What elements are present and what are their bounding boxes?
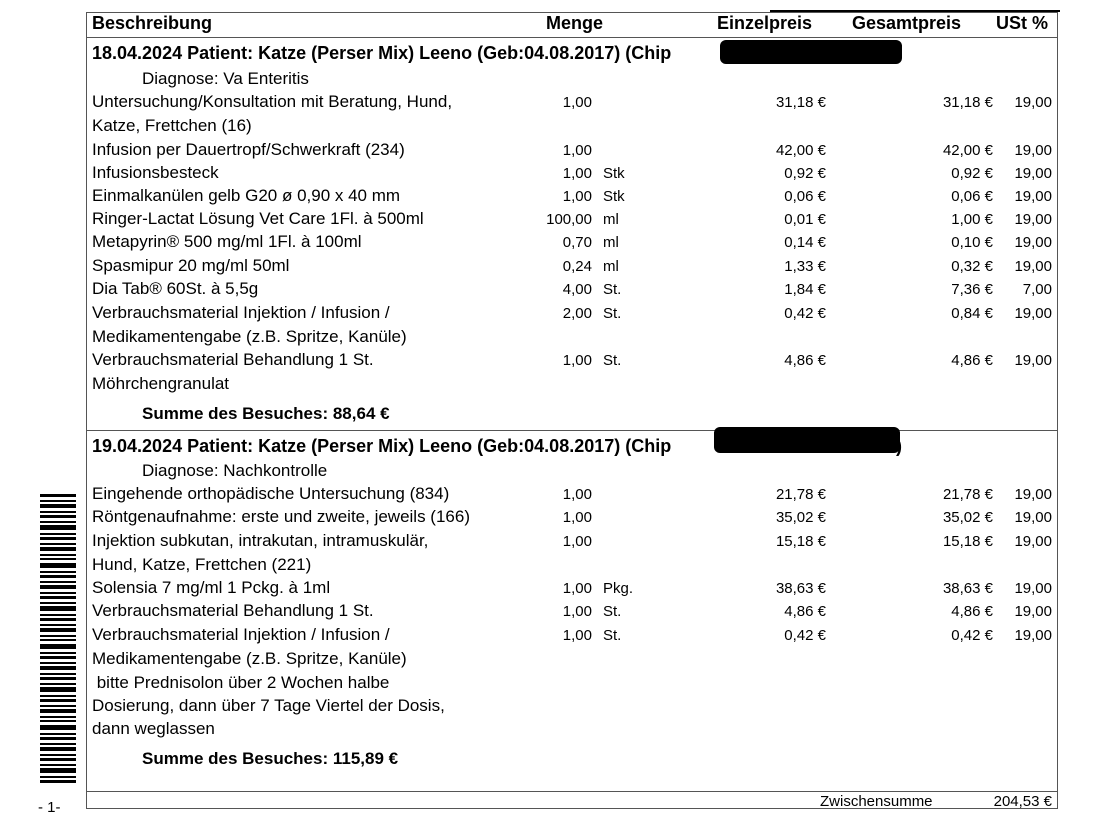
visit-title: 19.04.2024 Patient: Katze (Perser Mix) Leeno (Geb:04.08.2017) (Chip [92, 436, 672, 456]
item-unit-price: 1,33 € [784, 258, 826, 275]
item-quantity: 100,00 [546, 211, 592, 228]
item-description: Solensia 7 mg/ml 1 Pckg. à 1ml [92, 578, 331, 597]
item-quantity: 2,00 [562, 305, 592, 322]
header-unit-price: Einzelpreis [717, 13, 813, 33]
item-vat: 19,00 [1014, 188, 1052, 205]
item-description: Untersuchung/Konsultation mit Beratung, Hund, [92, 92, 453, 111]
item-unit-price: 4,86 € [784, 603, 826, 620]
item-quantity: 1,00 [562, 580, 592, 597]
item-quantity: 1,00 [562, 142, 592, 159]
item-unit: ml [603, 234, 619, 251]
item-quantity: 1,00 [562, 533, 592, 550]
item-total-price: 38,63 € [942, 580, 993, 597]
item-vat: 19,00 [1014, 352, 1052, 369]
item-total-price: 0,10 € [951, 234, 993, 251]
item-quantity: 0,24 [562, 258, 592, 275]
page-number: - 1- [38, 799, 61, 816]
item-unit-price: 0,92 € [784, 165, 826, 182]
item-total-price: 7,36 € [951, 281, 993, 298]
item-total-price: 0,06 € [951, 188, 993, 205]
item-quantity: 1,00 [562, 188, 592, 205]
treatment-note: Dosierung, dann über 7 Tage Viertel der Dosis, [92, 696, 445, 715]
item-total-price: 4,86 € [951, 603, 993, 620]
item-quantity: 1,00 [562, 94, 592, 111]
item-description: Infusion per Dauertropf/Schwerkraft (234) [92, 140, 405, 159]
item-description-cont: Hund, Katze, Frettchen (221) [92, 555, 312, 574]
item-total-price: 0,84 € [951, 305, 993, 322]
item-total-price: 15,18 € [942, 533, 993, 550]
item-unit: St. [603, 281, 622, 298]
item-description: Dia Tab® 60St. à 5,5g [92, 279, 259, 298]
item-unit: St. [603, 627, 622, 644]
item-description: Eingehende orthopädische Untersuchung (834) [92, 484, 450, 503]
item-description: Verbrauchsmaterial Behandlung 1 St. [92, 601, 374, 620]
item-description: Verbrauchsmaterial Behandlung 1 St. [92, 350, 374, 369]
item-quantity: 1,00 [562, 486, 592, 503]
item-total-price: 0,32 € [951, 258, 993, 275]
item-unit: St. [603, 603, 622, 620]
item-description: Verbrauchsmaterial Injektion / Infusion / [92, 625, 390, 644]
redaction-bar [720, 40, 902, 64]
item-unit-price: 4,86 € [784, 352, 826, 369]
item-total-price: 0,42 € [951, 627, 993, 644]
item-total-price: 1,00 € [951, 211, 993, 228]
item-vat: 19,00 [1014, 142, 1052, 159]
item-description: Ringer-Lactat Lösung Vet Care 1Fl. à 500ml [92, 209, 424, 228]
item-unit: Stk [603, 165, 625, 182]
subtotal-label: Zwischensumme [820, 793, 933, 810]
item-vat: 19,00 [1014, 211, 1052, 228]
item-unit-price: 42,00 € [775, 142, 826, 159]
item-total-price: 42,00 € [942, 142, 993, 159]
item-unit-price: 0,14 € [784, 234, 826, 251]
item-vat: 19,00 [1014, 580, 1052, 597]
header-description: Beschreibung [92, 13, 213, 33]
item-total-price: 31,18 € [942, 94, 993, 111]
visit-title-end: ) [896, 436, 902, 456]
item-quantity: 1,00 [562, 603, 592, 620]
visit-title: 18.04.2024 Patient: Katze (Perser Mix) Leeno (Geb:04.08.2017) (Chip [92, 43, 672, 63]
item-quantity: 1,00 [562, 165, 592, 182]
item-quantity: 1,00 [562, 352, 592, 369]
item-unit: St. [603, 305, 622, 322]
visit-sum: Summe des Besuches: 115,89 € [142, 749, 399, 768]
item-vat: 19,00 [1014, 627, 1052, 644]
visit-sum: Summe des Besuches: 88,64 € [142, 404, 390, 423]
item-vat: 7,00 [1022, 281, 1052, 298]
item-description: Verbrauchsmaterial Injektion / Infusion / [92, 303, 390, 322]
item-vat: 19,00 [1014, 305, 1052, 322]
item-description: Spasmipur 20 mg/ml 50ml [92, 256, 290, 275]
item-unit-price: 31,18 € [775, 94, 826, 111]
item-unit-price: 21,78 € [775, 486, 826, 503]
item-description: Röntgenaufnahme: erste und zweite, jeweils (166) [92, 507, 470, 526]
item-vat: 19,00 [1014, 234, 1052, 251]
item-unit: Pkg. [603, 580, 634, 597]
treatment-note: bitte Prednisolon über 2 Wochen halbe [92, 673, 390, 692]
item-unit-price: 0,06 € [784, 188, 826, 205]
item-unit-price: 0,01 € [784, 211, 826, 228]
item-unit: ml [603, 211, 619, 228]
item-vat: 19,00 [1014, 258, 1052, 275]
item-unit: St. [603, 352, 622, 369]
item-unit-price: 0,42 € [784, 305, 826, 322]
diagnosis: Diagnose: Nachkontrolle [142, 461, 328, 480]
item-quantity: 4,00 [562, 281, 592, 298]
item-unit-price: 15,18 € [775, 533, 826, 550]
item-description-cont: Medikamentengabe (z.B. Spritze, Kanüle) [92, 649, 407, 668]
item-quantity: 1,00 [562, 627, 592, 644]
item-vat: 19,00 [1014, 509, 1052, 526]
header-quantity: Menge [546, 13, 604, 33]
redaction-bar [714, 427, 900, 453]
item-unit-price: 38,63 € [775, 580, 826, 597]
item-quantity: 1,00 [562, 509, 592, 526]
item-description: Injektion subkutan, intrakutan, intramuskulär, [92, 531, 429, 550]
treatment-note: dann weglassen [92, 719, 215, 738]
visit-separator [86, 430, 1058, 431]
item-vat: 19,00 [1014, 94, 1052, 111]
item-vat: 19,00 [1014, 603, 1052, 620]
item-total-price: 35,02 € [942, 509, 993, 526]
item-unit: ml [603, 258, 619, 275]
item-total-price: 0,92 € [951, 165, 993, 182]
item-total-price: 4,86 € [951, 352, 993, 369]
item-description: Infusionsbesteck [92, 163, 219, 182]
item-description-cont: Möhrchengranulat [92, 374, 230, 393]
item-description-cont: Medikamentengabe (z.B. Spritze, Kanüle) [92, 327, 407, 346]
item-unit-price: 35,02 € [775, 509, 826, 526]
item-vat: 19,00 [1014, 533, 1052, 550]
item-unit-price: 1,84 € [784, 281, 826, 298]
header-vat: USt % [996, 13, 1049, 33]
header-total-price: Gesamtpreis [852, 13, 962, 33]
item-description-cont: Katze, Frettchen (16) [92, 116, 252, 135]
header-separator [86, 37, 1058, 38]
item-vat: 19,00 [1014, 486, 1052, 503]
item-description: Metapyrin® 500 mg/ml 1Fl. à 100ml [92, 232, 362, 251]
item-unit-price: 0,42 € [784, 627, 826, 644]
item-total-price: 21,78 € [942, 486, 993, 503]
item-vat: 19,00 [1014, 165, 1052, 182]
item-quantity: 0,70 [562, 234, 592, 251]
diagnosis: Diagnose: Va Enteritis [142, 69, 309, 88]
item-unit: Stk [603, 188, 625, 205]
item-description: Einmalkanülen gelb G20 ø 0,90 x 40 mm [92, 186, 401, 205]
subtotal-value: 204,53 € [993, 793, 1052, 810]
